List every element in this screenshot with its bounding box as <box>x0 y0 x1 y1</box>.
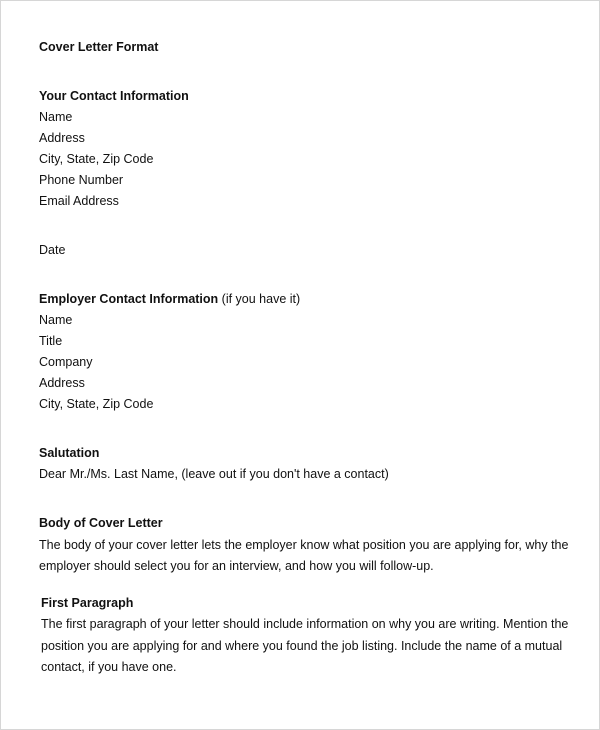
first-paragraph-line: contact, if you have one. <box>41 660 177 674</box>
your-contact-line: Email Address <box>39 194 119 208</box>
employer-contact-line: Company <box>39 355 93 369</box>
employer-contact-line: City, State, Zip Code <box>39 397 154 411</box>
your-contact-line: Phone Number <box>39 173 124 187</box>
your-contact-line: Address <box>39 131 85 145</box>
first-paragraph-line: The first paragraph of your letter should include information on why you are writing. Mention the <box>41 617 569 631</box>
your-contact-line: Name <box>39 110 73 124</box>
first-paragraph-line: position you are applying for and where you found the job listing. Include the name of a mutual <box>41 639 563 653</box>
salutation-text: Dear Mr./Ms. Last Name, (leave out if you don't have a contact) <box>39 467 389 481</box>
employer-contact-line: Address <box>39 376 85 390</box>
body-text-line: The body of your cover letter lets the employer know what position you are applying for, why the <box>39 538 569 552</box>
employer-contact-heading-row <box>39 291 300 307</box>
document-title: Cover Letter Format <box>39 40 159 54</box>
your-contact-heading: Your Contact Information <box>39 89 189 103</box>
employer-contact-note: (if you have it) <box>218 292 301 306</box>
body-heading: Body of Cover Letter <box>39 516 163 530</box>
first-paragraph-heading: First Paragraph <box>41 596 134 610</box>
date-line: Date <box>39 243 66 257</box>
salutation-heading: Salutation <box>39 446 100 460</box>
your-contact-line: City, State, Zip Code <box>39 152 154 166</box>
employer-contact-heading: Employer Contact Information <box>39 292 219 306</box>
employer-contact-line: Name <box>39 313 73 327</box>
body-text-line: employer should select you for an interview, and how you will follow-up. <box>39 559 434 573</box>
employer-contact-line: Title <box>39 334 63 348</box>
